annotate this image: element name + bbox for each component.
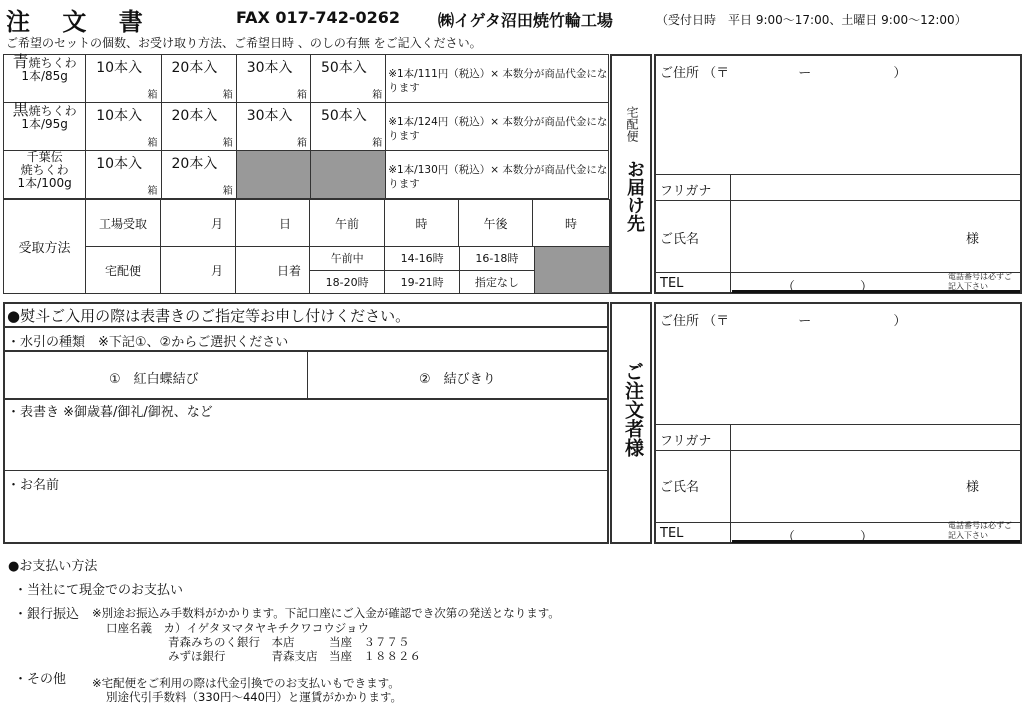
payment-bank-label: ・銀行振込 — [14, 607, 80, 622]
bank-account-1: 青森みちのく銀行 本店 当座 ３７７５ — [168, 635, 410, 649]
orderer-furigana-label: フリガナ — [660, 434, 712, 449]
orderer-box — [654, 302, 1022, 544]
am-label: 午前 — [310, 200, 385, 247]
pm-hour-field[interactable]: 時 — [533, 200, 610, 247]
qty-cell[interactable]: 30本入 箱 — [236, 103, 310, 151]
mizuhiki-type-label: ・水引の種類 ※下記①、②からご選択ください — [7, 335, 289, 350]
furigana-label: フリガナ — [660, 184, 712, 199]
other-note-1: ※宅配便をご利用の際は代金引換でのお支払いもできます。 — [92, 676, 400, 690]
noshi-section — [3, 302, 609, 544]
delivery-dest-side-small: 宅配便 — [625, 106, 639, 142]
receive-method-table — [3, 199, 610, 294]
noshi-heading: ●熨斗ご入用の際は表書きのご指定等お申し付けください。 — [7, 307, 411, 325]
noshi-name-field[interactable]: ・お名前 — [7, 478, 60, 493]
company-name: ㈱イゲタ沼田焼竹輪工場 — [438, 11, 613, 30]
product-row — [4, 151, 609, 199]
orderer-tel-field[interactable]: （ ） — [782, 530, 874, 545]
product-row — [4, 103, 609, 151]
fax-number: FAX 017-742-0262 — [236, 8, 400, 27]
time-slot[interactable]: 指定なし — [460, 270, 535, 293]
product-name: 黒焼ちくわ 1本/95g — [4, 103, 86, 151]
month-field[interactable]: 月 — [161, 200, 236, 247]
orderer-tel-note: 電話番号は必ずご記入下さい — [948, 521, 1012, 540]
unavailable-cell — [310, 151, 385, 199]
tel-field[interactable]: （ ） — [782, 280, 874, 295]
other-note-2: 別途代引手数料（330円〜440円）と運賃がかかります。 — [106, 690, 402, 704]
qty-cell[interactable]: 20本入 箱 — [161, 55, 236, 103]
pm-label: 午後 — [459, 200, 533, 247]
tel-note: 電話番号は必ずご記入下さい — [948, 272, 1012, 291]
product-table — [3, 54, 609, 199]
payment-cash: ・当社にて現金でのお支払い — [14, 583, 184, 598]
delivery-day-field[interactable]: 日着 — [236, 247, 310, 294]
qty-cell[interactable]: 50本入 箱 — [310, 103, 385, 151]
unavailable-cell — [236, 151, 310, 199]
orderer-address-field[interactable]: ご住所 （〒 ー ） — [660, 314, 907, 329]
product-name: 青焼ちくわ 1本/85g — [4, 55, 86, 103]
payment-other-label: ・その他 — [14, 672, 67, 687]
orderer-name-label: ご氏名 — [660, 480, 700, 495]
mizuhiki-option-1[interactable]: ① 紅白蝶結び — [109, 372, 199, 387]
delivery-label: 宅配便 — [86, 247, 161, 294]
bank-account-name: 口座名義 カ）イゲタヌマタヤキチクワコウジョウ — [106, 621, 370, 635]
qty-cell[interactable]: 30本入 箱 — [236, 55, 310, 103]
bank-note: ※別途お振込み手数料がかかります。下記口座にご入金が確認でき次第の発送となります。 — [92, 606, 560, 620]
receive-method-label: 受取方法 — [4, 200, 86, 294]
product-row — [4, 55, 609, 103]
price-note: ※1本/111円（税込）× 本数分が商品代金になります — [386, 55, 609, 103]
qty-cell[interactable]: 20本入 箱 — [161, 103, 236, 151]
delivery-dest-box — [654, 54, 1022, 294]
orderer-side-label: ご注文者様 — [622, 362, 644, 457]
honorific-label: 様 — [966, 232, 980, 247]
am-hour-field[interactable]: 時 — [385, 200, 459, 247]
unavailable-cell — [534, 247, 609, 293]
qty-cell[interactable]: 20本入 箱 — [161, 151, 236, 199]
payment-heading: ●お支払い方法 — [8, 559, 98, 574]
omotegaki-field[interactable]: ・表書き ※御歳暮/御礼/御祝、など — [7, 405, 213, 420]
business-hours: （受付日時 平日 9:00〜17:00、土曜日 9:00〜12:00） — [656, 13, 967, 27]
time-slot[interactable]: 18-20時 — [310, 270, 385, 293]
product-name: 千葉伝 焼ちくわ 1本/100g — [4, 151, 86, 199]
delivery-dest-side — [610, 54, 652, 294]
address-field[interactable]: ご住所 （〒 ー ） — [660, 66, 907, 81]
price-note: ※1本/124円（税込）× 本数分が商品代金になります — [386, 103, 609, 151]
orderer-side — [610, 302, 652, 544]
tel-label: TEL — [660, 276, 684, 291]
page-title: 注 文 書 — [6, 8, 155, 36]
qty-cell[interactable]: 10本入 箱 — [86, 103, 161, 151]
qty-cell[interactable]: 10本入 箱 — [86, 151, 161, 199]
time-slot[interactable]: 19-21時 — [385, 270, 460, 293]
time-slot[interactable]: 16-18時 — [460, 247, 535, 270]
instruction-text: ご希望のセットの個数、お受け取り方法、ご希望日時 、のしの有無 をご記入ください。 — [6, 36, 482, 50]
time-slot[interactable]: 14-16時 — [385, 247, 460, 270]
mizuhiki-option-2[interactable]: ② 結びきり — [419, 372, 496, 387]
price-note: ※1本/130円（税込）× 本数分が商品代金になります — [386, 151, 609, 199]
time-slot[interactable]: 午前中 — [310, 247, 385, 270]
bank-account-2: みずほ銀行 青森支店 当座 １８８２６ — [168, 649, 421, 663]
delivery-dest-side-big: お届け先 — [624, 160, 645, 232]
qty-cell[interactable]: 50本入 箱 — [310, 55, 385, 103]
name-label: ご氏名 — [660, 232, 700, 247]
orderer-tel-label: TEL — [660, 526, 684, 541]
factory-pickup-label: 工場受取 — [86, 200, 161, 247]
delivery-month-field[interactable]: 月 — [161, 247, 236, 294]
orderer-honorific-label: 様 — [966, 480, 980, 495]
day-field[interactable]: 日 — [236, 200, 310, 247]
qty-cell[interactable]: 10本入 箱 — [86, 55, 161, 103]
